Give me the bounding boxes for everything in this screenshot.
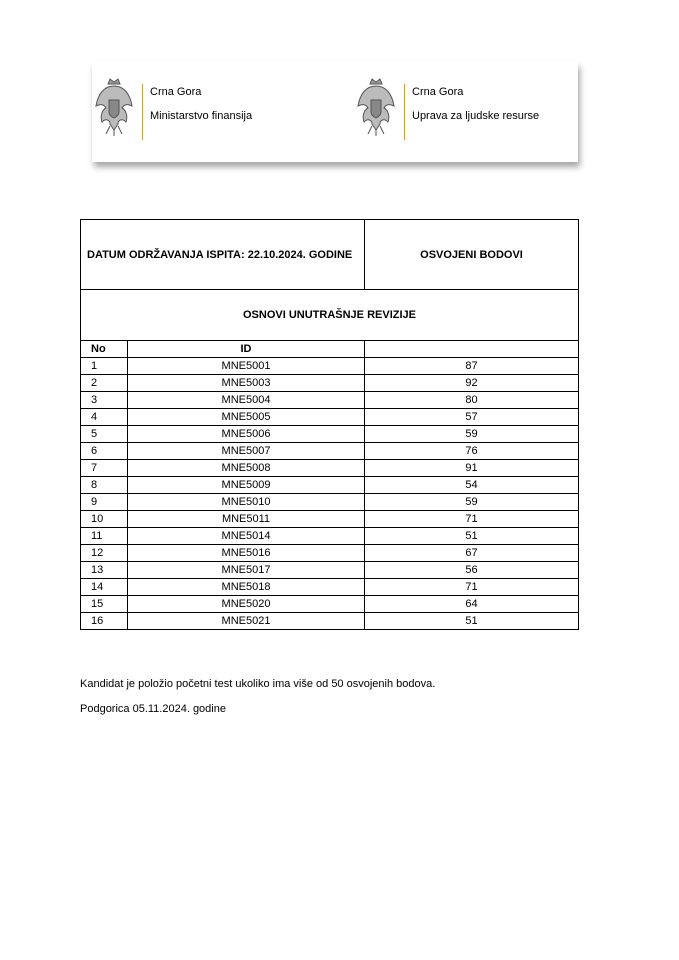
row-no: 16 xyxy=(81,613,128,630)
divider xyxy=(142,84,143,140)
row-points: 51 xyxy=(365,528,579,545)
letterhead xyxy=(92,62,578,162)
row-no: 11 xyxy=(81,528,128,545)
col-points-header xyxy=(365,341,579,358)
row-id: MNE5008 xyxy=(128,460,365,477)
row-id: MNE5007 xyxy=(128,443,365,460)
table-header-row xyxy=(81,220,579,290)
row-id: MNE5003 xyxy=(128,375,365,392)
row-no: 15 xyxy=(81,596,128,613)
row-no: 6 xyxy=(81,443,128,460)
row-no: 4 xyxy=(81,409,128,426)
row-id: MNE5011 xyxy=(128,511,365,528)
row-no: 13 xyxy=(81,562,128,579)
row-points: 64 xyxy=(365,596,579,613)
table-row xyxy=(81,545,579,562)
row-id: MNE5006 xyxy=(128,426,365,443)
row-no: 9 xyxy=(81,494,128,511)
row-id: MNE5001 xyxy=(128,358,365,375)
row-no: 12 xyxy=(81,545,128,562)
row-points: 59 xyxy=(365,494,579,511)
row-points: 57 xyxy=(365,409,579,426)
row-points: 54 xyxy=(365,477,579,494)
table-row xyxy=(81,528,579,545)
country-name: Crna Gora xyxy=(412,86,464,98)
table-row xyxy=(81,562,579,579)
pass-rule-note: Kandidat je položio početni test ukoliko ima više od 50 osvojenih bodova. xyxy=(80,678,436,690)
row-points: 51 xyxy=(365,613,579,630)
row-id: MNE5018 xyxy=(128,579,365,596)
row-points: 71 xyxy=(365,579,579,596)
table-row xyxy=(81,375,579,392)
country-name: Crna Gora xyxy=(150,86,202,98)
row-no: 1 xyxy=(81,358,128,375)
table-body xyxy=(81,358,579,630)
row-points: 87 xyxy=(365,358,579,375)
row-no: 2 xyxy=(81,375,128,392)
table-row xyxy=(81,494,579,511)
row-id: MNE5020 xyxy=(128,596,365,613)
table-row xyxy=(81,579,579,596)
row-id: MNE5005 xyxy=(128,409,365,426)
row-id: MNE5017 xyxy=(128,562,365,579)
section-title: OSNOVI UNUTRAŠNJE REVIZIJE xyxy=(81,290,579,341)
row-no: 14 xyxy=(81,579,128,596)
row-no: 5 xyxy=(81,426,128,443)
row-points: 80 xyxy=(365,392,579,409)
column-header-row xyxy=(81,341,579,358)
row-points: 71 xyxy=(365,511,579,528)
row-points: 67 xyxy=(365,545,579,562)
row-no: 8 xyxy=(81,477,128,494)
row-no: 10 xyxy=(81,511,128,528)
row-points: 59 xyxy=(365,426,579,443)
points-header: OSVOJENI BODOVI xyxy=(365,220,579,290)
row-points: 91 xyxy=(365,460,579,477)
col-id-header: ID xyxy=(128,341,365,358)
table-row xyxy=(81,443,579,460)
coat-of-arms-icon xyxy=(92,76,136,144)
row-no: 3 xyxy=(81,392,128,409)
row-no: 7 xyxy=(81,460,128,477)
row-points: 92 xyxy=(365,375,579,392)
exam-date-header: DATUM ODRŽAVANJA ISPITA: 22.10.2024. GODINE xyxy=(81,220,365,290)
row-id: MNE5009 xyxy=(128,477,365,494)
table-row xyxy=(81,477,579,494)
table-row xyxy=(81,511,579,528)
place-date: Podgorica 05.11.2024. godine xyxy=(80,703,226,715)
table-row xyxy=(81,409,579,426)
results-table xyxy=(80,219,579,630)
row-points: 56 xyxy=(365,562,579,579)
divider xyxy=(404,84,405,140)
table-row xyxy=(81,358,579,375)
table-row xyxy=(81,460,579,477)
row-id: MNE5004 xyxy=(128,392,365,409)
row-id: MNE5014 xyxy=(128,528,365,545)
agency-name: Uprava za ljudske resurse xyxy=(412,110,540,122)
table-row xyxy=(81,426,579,443)
coat-of-arms-icon xyxy=(354,76,398,144)
table-row xyxy=(81,392,579,409)
row-id: MNE5010 xyxy=(128,494,365,511)
row-points: 76 xyxy=(365,443,579,460)
row-id: MNE5021 xyxy=(128,613,365,630)
table-row xyxy=(81,613,579,630)
ministry-name: Ministarstvo finansija xyxy=(150,110,253,122)
section-row xyxy=(81,290,579,341)
row-id: MNE5016 xyxy=(128,545,365,562)
col-no-header: No xyxy=(81,341,128,358)
table-row xyxy=(81,596,579,613)
